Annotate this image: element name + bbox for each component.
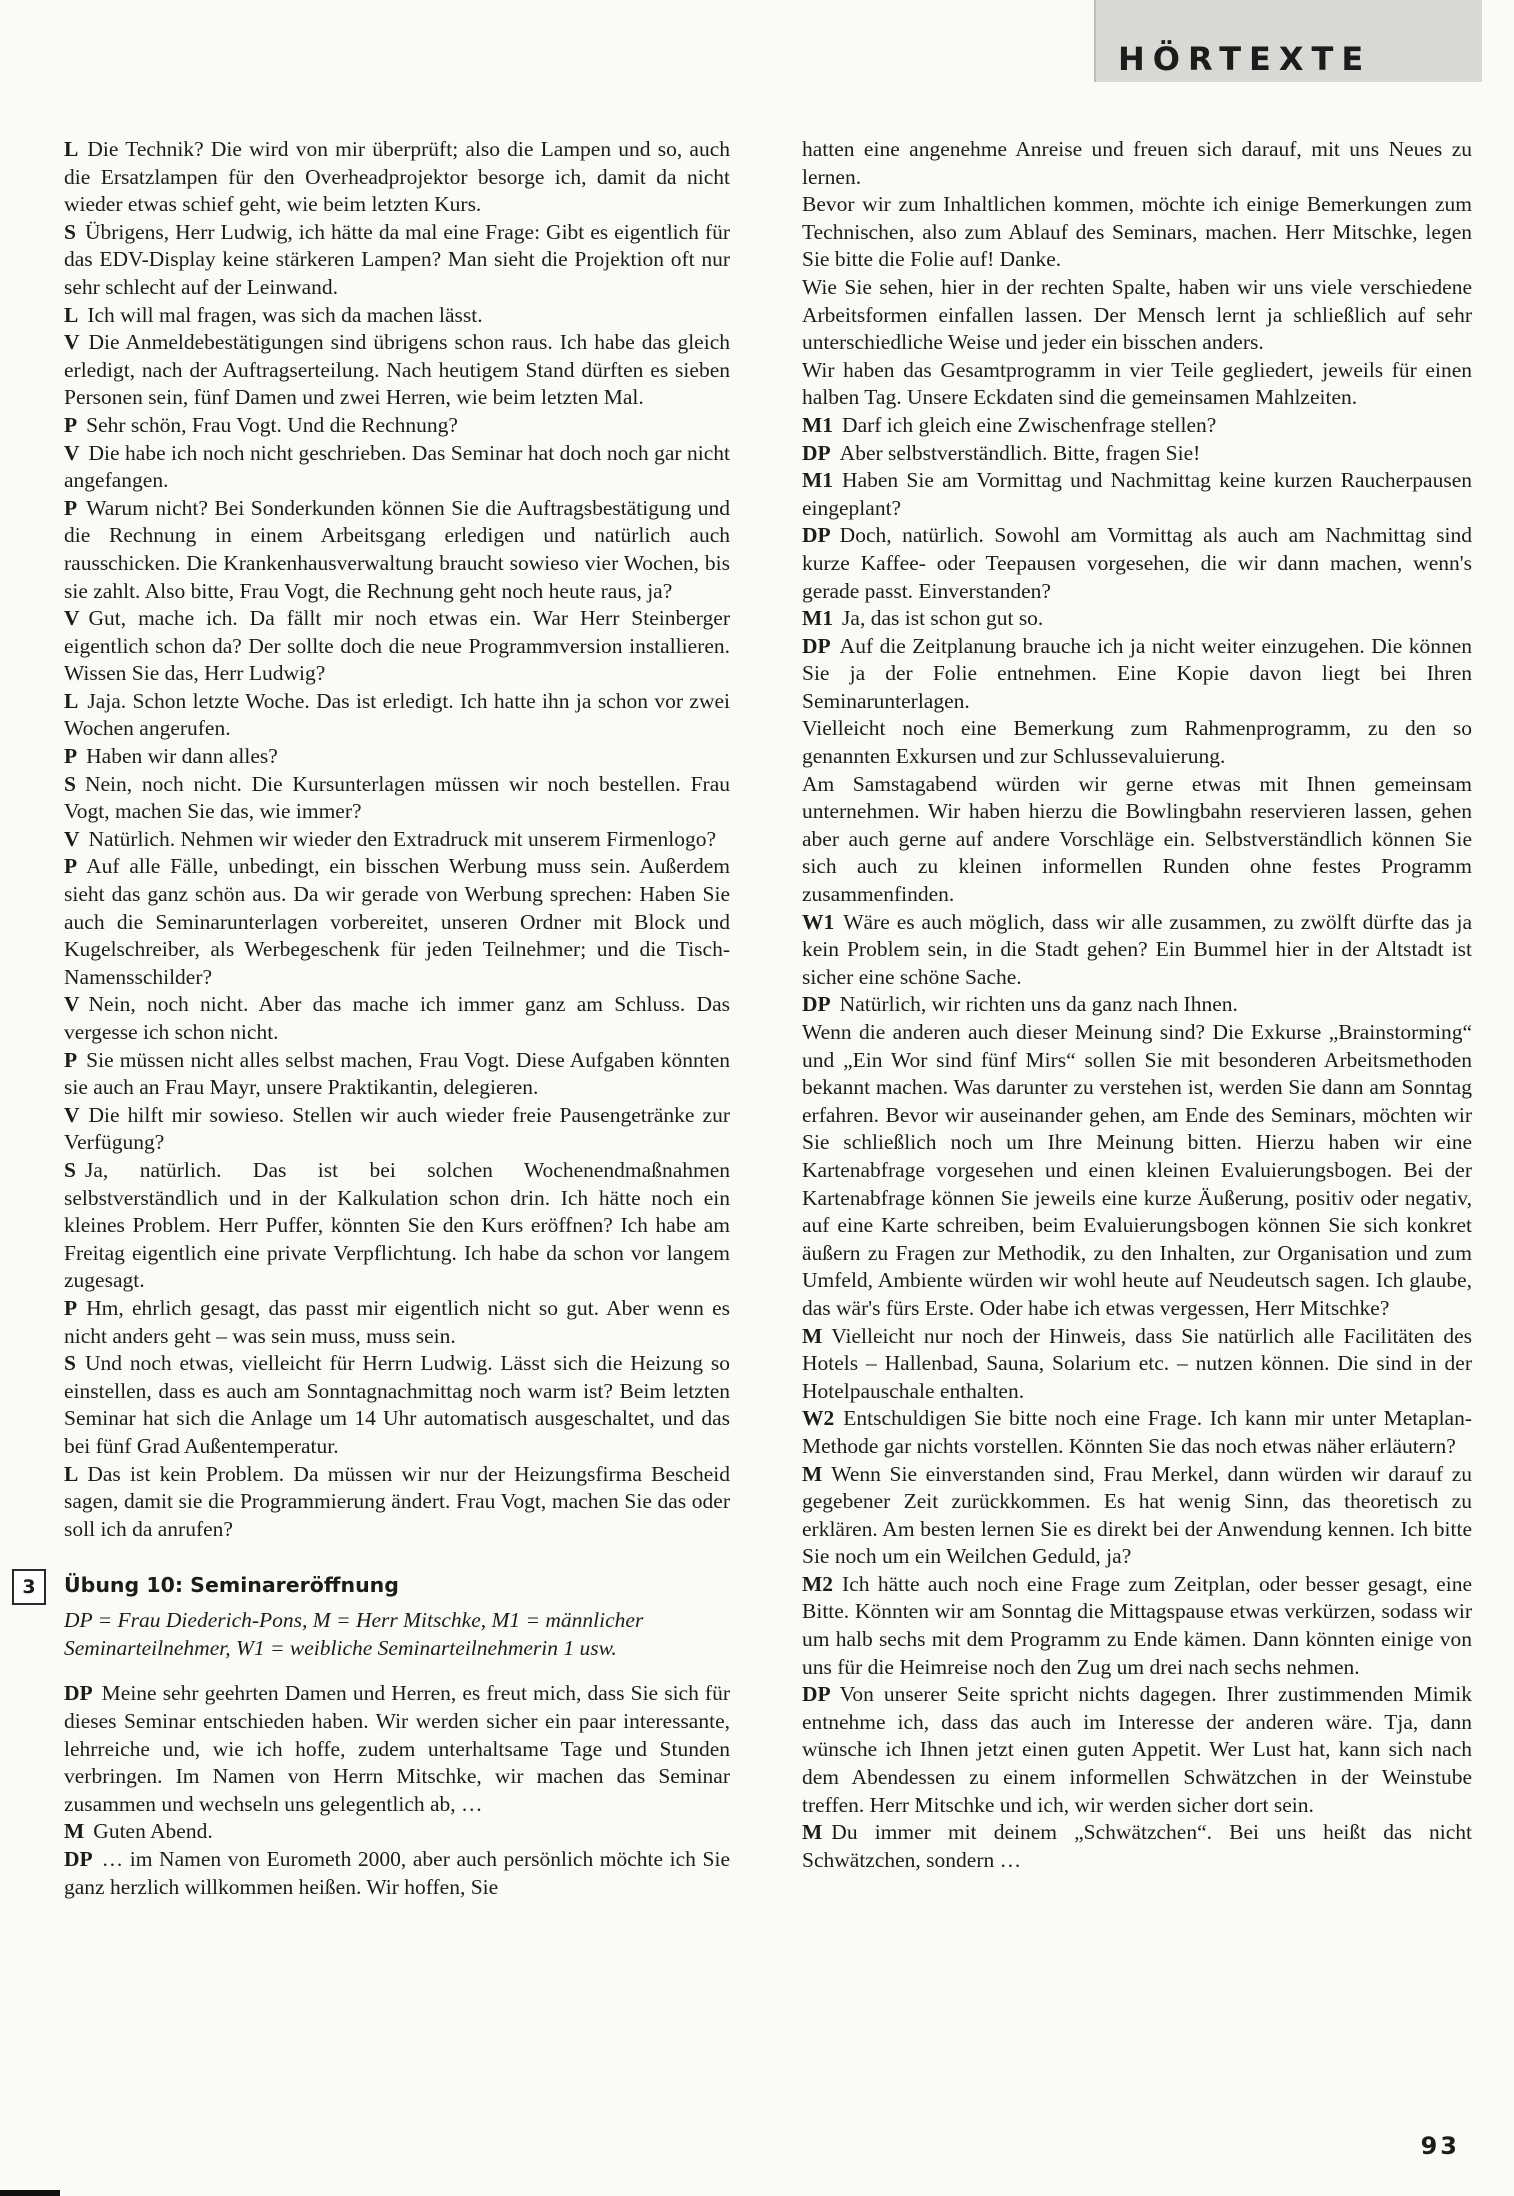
exercise-dialogue bbox=[64, 1680, 730, 1901]
speaker-label: DP bbox=[64, 1681, 93, 1706]
line-text: Natürlich, wir richten uns da ganz nach Ihnen. bbox=[839, 992, 1238, 1017]
line-text: Vielleicht noch eine Bemerkung zum Rahmenprogramm, zu den so genannten Exkursen und zur Schlussevaluierung. bbox=[802, 716, 1472, 769]
speaker-label: S bbox=[64, 219, 76, 244]
page-number: 93 bbox=[1420, 2132, 1460, 2160]
speaker-label: DP bbox=[802, 992, 831, 1017]
speaker-label: L bbox=[64, 1461, 79, 1486]
dialogue-line bbox=[64, 302, 730, 330]
line-text: Ich will mal fragen, was sich da machen lässt. bbox=[87, 302, 483, 327]
line-text: Ja, natürlich. Das ist bei solchen Wochenendmaßnahmen selbstverständlich und in der Kalkulation schon drin. Ich hätte noch ein kleines Problem. Herr Puffer, könnten Sie den Kurs eröffnen? Ich habe am Freitag eigentlich eine private Verpflichtung. Ich habe da schon vor langem zugesagt. bbox=[64, 1157, 730, 1293]
dialogue-line bbox=[64, 1047, 730, 1102]
right-column bbox=[802, 136, 1472, 1874]
line-text: Von unserer Seite spricht nichts dagegen. Ihrer zustimmenden Mimik entnehme ich, dass das auch im Interesse der anderen wäre. Tja, dann wünsche ich Ihnen jetzt einen guten Appetit. Wer Lust hat, kann sich nach dem Abendessen zu einem informellen Schwätzchen in der Weinstube treffen. Herr Mitschke und ich, wir werden sicher dort sein. bbox=[802, 1682, 1472, 1817]
speaker-label: V bbox=[64, 826, 80, 851]
dialogue-line bbox=[802, 605, 1472, 633]
left-dialogue bbox=[64, 136, 730, 1543]
line-text: Sie müssen nicht alles selbst machen, Frau Vogt. Diese Aufgaben könnten sie auch an Frau Mayr, unsere Praktikantin, delegieren. bbox=[64, 1047, 730, 1100]
speaker-label: DP bbox=[802, 523, 831, 548]
speaker-label: V bbox=[64, 330, 80, 355]
line-text: Jaja. Schon letzte Woche. Das ist erledigt. Ich hatte ihn ja schon vor zwei Wochen angerufen. bbox=[64, 688, 730, 741]
dialogue-line bbox=[64, 1680, 730, 1818]
line-text: Und noch etwas, vielleicht für Herrn Ludwig. Lässt sich die Heizung so einstellen, dass es auch am Sonntagnachmittag noch warm ist? Beim letzten Seminar hat sich die Anlage um 14 Uhr automatisch ausgeschaltet, und das bei fünf Grad Außentemperatur. bbox=[64, 1351, 730, 1458]
left-column bbox=[22, 136, 730, 1901]
dialogue-line bbox=[64, 853, 730, 991]
speaker-label: S bbox=[64, 1157, 76, 1182]
dialogue-line bbox=[802, 467, 1472, 522]
speaker-label: M bbox=[802, 1461, 823, 1486]
speaker-label: P bbox=[64, 1047, 78, 1072]
speaker-label: V bbox=[64, 1102, 80, 1127]
line-text: Entschuldigen Sie bitte noch eine Frage. Ich kann mir unter Metaplan-Methode gar nichts vorstellen. Könnten Sie das noch etwas näher erläutern? bbox=[802, 1406, 1472, 1458]
right-dialogue bbox=[802, 136, 1472, 1874]
dialogue-line bbox=[64, 1846, 730, 1901]
line-text: Gut, mache ich. Da fällt mir noch etwas ein. War Herr Steinberger eigentlich schon da? Der sollte doch die neue Programmversion installieren. Wissen Sie das, Herr Ludwig? bbox=[64, 606, 730, 686]
line-text: Bevor wir zum Inhaltlichen kommen, möchte ich einige Bemerkungen zum Technischen, also zum Ablauf des Seminars, machen. Herr Mitschke, legen Sie bitte die Folie auf! Danke. bbox=[802, 192, 1472, 272]
dialogue-line bbox=[64, 440, 730, 495]
speaker-label: L bbox=[64, 302, 79, 327]
dialogue-line bbox=[64, 991, 730, 1046]
dialogue-line bbox=[64, 1295, 730, 1350]
line-text: Haben wir dann alles? bbox=[86, 744, 278, 769]
speaker-label: W2 bbox=[802, 1406, 835, 1431]
line-text: Wir haben das Gesamtprogramm in vier Teile gegliedert, jeweils für einen halben Tag. Unsere Eckdaten sind die gemeinsamen Mahlzeiten. bbox=[802, 357, 1472, 410]
dialogue-line bbox=[64, 219, 730, 302]
dialogue-line bbox=[64, 826, 730, 854]
line-text: Aber selbstverständlich. Bitte, fragen Sie! bbox=[839, 440, 1201, 465]
dialogue-line bbox=[802, 274, 1472, 357]
line-text: … im Namen von Eurometh 2000, aber auch persönlich möchte ich Sie ganz herzlich willkommen heißen. Wir hoffen, Sie bbox=[64, 1847, 730, 1899]
line-text: Vielleicht nur noch der Hinweis, dass Sie natürlich alle Facilitäten des Hotels – Hallenbad, Sauna, Solarium etc. – nutzen können. Die sind in der Hotelpauschale enthalten. bbox=[802, 1323, 1472, 1403]
line-text: Die habe ich noch nicht geschrieben. Das Seminar hat doch noch gar nicht angefangen. bbox=[64, 440, 730, 493]
line-text: Ja, das ist schon gut so. bbox=[842, 606, 1044, 631]
dialogue-line bbox=[802, 1323, 1472, 1406]
track-number-badge: 3 bbox=[12, 1569, 46, 1605]
speaker-label: S bbox=[64, 1351, 76, 1376]
line-text: Am Samstagabend würden wir gerne etwas mit Ihnen gemeinsam unternehmen. Wir haben hierzu die Bowlingbahn reservieren lassen, gehen aber auch gerne auf andere Vorschläge ein. Selbstverständlich können Sie sich auch zu kleinen informellen Runden ohne festes Programm zusammenfinden. bbox=[802, 771, 1472, 907]
dialogue-line bbox=[64, 688, 730, 743]
speaker-label: L bbox=[64, 137, 79, 161]
speaker-label: W1 bbox=[802, 909, 835, 934]
speaker-label: M bbox=[64, 1819, 85, 1844]
dialogue-line bbox=[802, 136, 1472, 191]
line-text: Darf ich gleich eine Zwischenfrage stellen? bbox=[842, 412, 1217, 437]
line-text: Hm, ehrlich gesagt, das passt mir eigentlich nicht so gut. Aber wenn es nicht anders geht – was sein muss, muss sein. bbox=[64, 1295, 730, 1348]
speaker-label: V bbox=[64, 440, 80, 465]
speaker-legend: DP = Frau Diederich-Pons, M = Herr Mitschke, M1 = männlicher Seminarteilnehmer, W1 = weibliche Seminarteilnehmerin 1 usw. bbox=[64, 1608, 644, 1660]
dialogue-line bbox=[64, 1818, 730, 1846]
speaker-label: P bbox=[64, 412, 78, 437]
dialogue-line bbox=[802, 1461, 1472, 1571]
speaker-label: P bbox=[64, 854, 78, 879]
line-text: Die hilft mir sowieso. Stellen wir auch wieder freie Pausengetränke zur Verfügung? bbox=[64, 1102, 730, 1155]
line-text: Übrigens, Herr Ludwig, ich hätte da mal eine Frage: Gibt es eigentlich für das EDV-Display keine stärkeren Lampen? Man sieht die Projektion oft nur sehr schlecht auf der Leinwand. bbox=[64, 219, 730, 299]
speaker-label: DP bbox=[802, 1682, 831, 1707]
speaker-label: V bbox=[64, 606, 80, 631]
dialogue-line bbox=[64, 136, 730, 219]
speaker-label: M bbox=[802, 1323, 823, 1348]
speaker-label: L bbox=[64, 688, 79, 713]
dialogue-line bbox=[64, 605, 730, 688]
speaker-label: M1 bbox=[802, 606, 834, 631]
dialogue-line bbox=[802, 1681, 1472, 1819]
dialogue-line bbox=[802, 440, 1472, 468]
line-text: Doch, natürlich. Sowohl am Vormittag als auch am Nachmittag sind kurze Kaffee- oder Teepausen vorgesehen, die wir dann machen, wenn's gerade passt. Einverstanden? bbox=[802, 523, 1472, 603]
line-text: Ich hätte auch noch eine Frage zum Zeitplan, oder besser gesagt, eine Bitte. Könnten wir am Sonntag die Mittagspause etwas verkürzen, sodass wir um halb sechs mit dem Programm zu Ende kämen. Dann könnten einige von uns für die Heimreise noch den Zug um drei nach sechs nehmen. bbox=[802, 1571, 1472, 1679]
speaker-label: M1 bbox=[802, 468, 834, 493]
dialogue-line bbox=[64, 1350, 730, 1460]
line-text: Nein, noch nicht. Die Kursunterlagen müssen wir noch bestellen. Frau Vogt, machen Sie das, wie immer? bbox=[64, 771, 730, 824]
speaker-label: M bbox=[802, 1820, 823, 1845]
line-text: Auf alle Fälle, unbedingt, ein bisschen Werbung muss sein. Außerdem sieht das ganz schön aus. Da wir gerade von Werbung sprechen: Haben Sie auch die Seminarunterlagen vorbereitet, unseren Ordner mit Block und Kugelschreiber, als Werbegeschenk für jeden Teilnehmer; und die Tisch-Namensschilder? bbox=[64, 854, 730, 989]
line-text: Wenn die anderen auch dieser Meinung sind? Die Exkurse „Brainstorming“ und „Ein Wor sind fünf Mirs“ sollen Sie mit besonderen Arbeitsmethoden bekannt machen. Was darunter zu verstehen ist, werden Sie dann am Sonntag erfahren. Bevor wir auseinander gehen, am Ende des Seminars, möchten wir Sie schließlich noch um Ihre Meinung bitten. Hierzu haben wir eine Kartenabfrage vorgesehen und einen kleinen Evaluierungsbogen. Bei der Kartenabfrage können Sie jeweils eine kurze Äußerung, positiv oder negativ, auf eine Karte schreiben, beim Evaluierungsbogen können Sie sich konkret äußern zu Fragen zur Methodik, zu den Inhalten, zur Organisation und zum Umfeld, Ambiente würden wir wohl heute auf Neudeutsch sagen. Ich glaube, das wär's fürs Erste. Oder habe ich etwas vergessen, Herr Mitschke? bbox=[802, 1020, 1472, 1320]
speaker-label: V bbox=[64, 992, 80, 1017]
dialogue-line bbox=[64, 743, 730, 771]
line-text: Warum nicht? Bei Sonderkunden können Sie die Auftragsbestätigung und die Rechnung in einem Arbeitsgang erledigen und natürlich auch rausschicken. Die Krankenhausverwaltung braucht sowieso vier Wochen, bis sie zahlt. Also bitte, Frau Vogt, die Rechnung geht noch heute raus, ja? bbox=[64, 495, 730, 603]
exercise-block bbox=[22, 1567, 730, 1901]
speaker-label: DP bbox=[802, 633, 831, 658]
section-title: HÖRTEXTE bbox=[1118, 40, 1372, 78]
line-text: Guten Abend. bbox=[93, 1819, 213, 1844]
dialogue-line bbox=[802, 909, 1472, 992]
exercise-title: Übung 10: Seminareröffnung bbox=[64, 1573, 399, 1598]
corner-mark bbox=[0, 2190, 60, 2196]
dialogue-line bbox=[802, 1405, 1472, 1460]
line-text: Das ist kein Problem. Da müssen wir nur der Heizungsfirma Bescheid sagen, damit sie die Programmierung ändert. Frau Vogt, machen Sie das oder soll ich da anrufen? bbox=[64, 1461, 730, 1541]
speaker-label: M2 bbox=[802, 1571, 834, 1596]
dialogue-line bbox=[802, 1819, 1472, 1874]
dialogue-line bbox=[802, 1019, 1472, 1323]
speaker-label: P bbox=[64, 1295, 78, 1320]
line-text: Sehr schön, Frau Vogt. Und die Rechnung? bbox=[86, 412, 458, 437]
dialogue-line bbox=[802, 991, 1472, 1019]
dialogue-line bbox=[64, 1461, 730, 1544]
dialogue-line bbox=[802, 771, 1472, 909]
speaker-label: DP bbox=[802, 440, 831, 465]
line-text: Meine sehr geehrten Damen und Herren, es freut mich, dass Sie sich für dieses Seminar entschieden haben. Wir werden sicher ein paar interessante, lehrreiche und, wie ich hoffe, zudem unterhaltsame Tage und Stunden verbringen. Im Namen von Herrn Mitschke, wir machen das Seminar zusammen und wechseln uns gelegentlich ab, … bbox=[64, 1681, 730, 1816]
dialogue-line bbox=[802, 522, 1472, 605]
dialogue-line bbox=[802, 412, 1472, 440]
line-text: Die Technik? Die wird von mir überprüft; also die Lampen und so, auch die Ersatzlampen für den Overheadprojektor besorge ich, damit da nicht wieder etwas schief geht, wie beim letzten Kurs. bbox=[64, 137, 730, 217]
dialogue-line bbox=[64, 1102, 730, 1157]
speaker-label: S bbox=[64, 771, 76, 796]
dialogue-line bbox=[802, 1571, 1472, 1681]
dialogue-line bbox=[64, 771, 730, 826]
speaker-label: M1 bbox=[802, 412, 834, 437]
line-text: Auf die Zeitplanung brauche ich ja nicht weiter einzugehen. Die können Sie ja der Folie entnehmen. Eine Kopie davon liegt bei Ihren Seminarunterlagen. bbox=[802, 633, 1472, 713]
line-text: Die Anmeldebestätigungen sind übrigens schon raus. Ich habe das gleich erledigt, nach der Auftragserteilung. Nach heutigem Stand dürften es sieben Personen sein, fünf Damen und zwei Herren, wie beim letzten Mal. bbox=[64, 330, 730, 410]
line-text: Nein, noch nicht. Aber das mache ich immer ganz am Schluss. Das vergesse ich schon nicht. bbox=[64, 992, 730, 1044]
dialogue-line bbox=[802, 715, 1472, 770]
speaker-label: P bbox=[64, 744, 78, 769]
line-text: hatten eine angenehme Anreise und freuen sich darauf, mit uns Neues zu lernen. bbox=[802, 137, 1472, 189]
speaker-label: DP bbox=[64, 1847, 93, 1872]
dialogue-line bbox=[802, 191, 1472, 274]
speaker-label: P bbox=[64, 495, 78, 520]
line-text: Natürlich. Nehmen wir wieder den Extradruck mit unserem Firmenlogo? bbox=[88, 826, 717, 851]
dialogue-line bbox=[64, 1157, 730, 1295]
line-text: Du immer mit deinem „Schwätzchen“. Bei uns heißt das nicht Schwätzchen, sondern … bbox=[802, 1820, 1472, 1872]
line-text: Wenn Sie einverstanden sind, Frau Merkel, dann würden wir darauf zu gegebener Zeit zurückkommen. Es hat wenig Sinn, das theoretisch zu erklären. Am besten lernen Sie es direkt bei der Anwendung kennen. Ich bitte Sie noch um ein Weilchen Geduld, ja? bbox=[802, 1461, 1472, 1569]
line-text: Wie Sie sehen, hier in der rechten Spalte, haben wir uns viele verschiedene Arbeitsformen einfallen lassen. Der Mensch lernt ja schließlich auf sehr unterschiedliche Weise und jeder ein bisschen anders. bbox=[802, 274, 1472, 355]
dialogue-line bbox=[802, 633, 1472, 716]
section-header-tab bbox=[1094, 0, 1482, 82]
dialogue-line bbox=[64, 329, 730, 412]
dialogue-line bbox=[64, 412, 730, 440]
line-text: Wäre es auch möglich, dass wir alle zusammen, zu zwölft dürfte das ja kein Problem sein, in die Stadt gehen? Ein Bummel hier in der Altstadt ist sicher eine schöne Sache. bbox=[802, 909, 1472, 989]
dialogue-line bbox=[64, 495, 730, 605]
line-text: Haben Sie am Vormittag und Nachmittag keine kurzen Raucherpausen eingeplant? bbox=[802, 468, 1472, 520]
dialogue-line bbox=[802, 357, 1472, 412]
